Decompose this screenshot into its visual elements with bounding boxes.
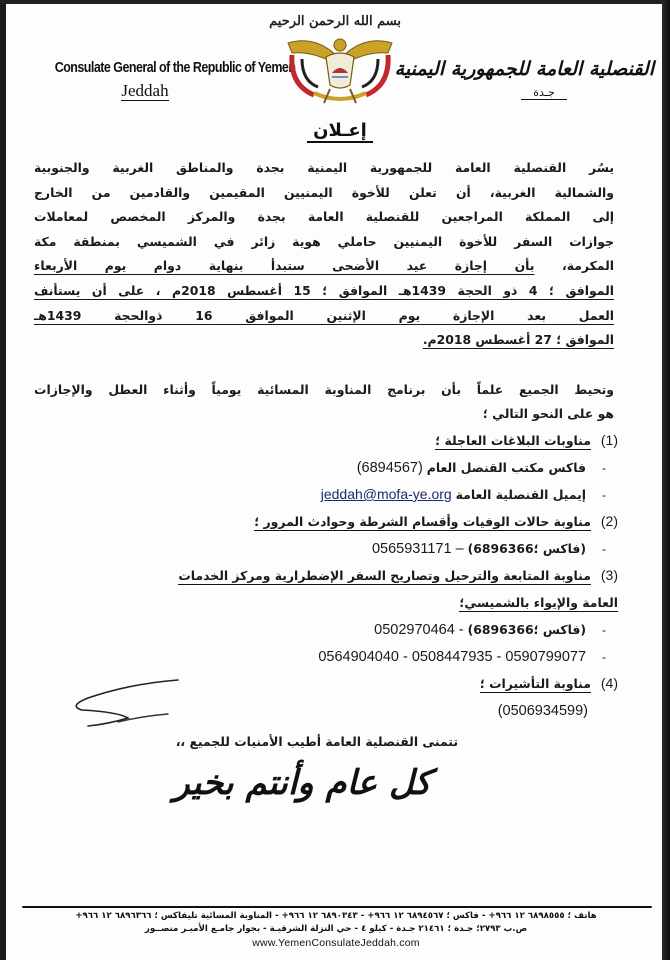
paragraph-line-prefix: المكرمة،: [534, 258, 615, 274]
bullet: -: [601, 488, 607, 502]
item-label: (فاكس ؛6896366): [467, 541, 587, 556]
english-title: Consulate General of the Republic of Yemen: [54, 60, 296, 76]
item-label: فاكس مكتب القنصل العام: [426, 460, 587, 475]
section-number: (4): [600, 675, 618, 691]
phone-numbers: 0564904040 - 0508447935 - 0590799077: [318, 649, 587, 665]
holiday-return-date: الموافق ؛ 27 أغسطس 2018م.: [422, 332, 614, 348]
bullet: -: [601, 650, 607, 664]
closing-wishes: تتمنى القنصلية العامة أطيب الأمنيات للجميع ،،: [175, 734, 458, 749]
footer-divider: [22, 906, 652, 908]
paragraph-line: وتحيط الجميع علماً بأن برنامج المناوبة المسائية يومياً وأثناء العطل والإجازات: [34, 382, 614, 397]
duty-schedule-intro: [34, 378, 614, 426]
yemen-eagle-emblem-icon: [284, 29, 396, 105]
holiday-return-line: العمل بعد الإجازة يوم الإثنين الموافق 16 ذوالحجة 1439هـ: [34, 307, 614, 323]
item-label: (فاكس ؛6896366): [467, 622, 587, 637]
footer-contact: [16, 910, 656, 950]
section-heading-1: [58, 427, 618, 454]
list-item: [58, 535, 618, 562]
fax-number: (6894567): [356, 460, 423, 476]
section-title: مناوبة حالات الوفيات وأقسام الشرطة وحوادث المرور ؛: [254, 514, 591, 529]
bullet: -: [601, 623, 607, 637]
eid-greeting-calligraphy: [173, 749, 431, 829]
item-label: إيميل القنصلية العامة: [455, 487, 587, 502]
list-item: [58, 643, 618, 670]
footer-phones: هاتف ؛ ٦٨٩٨٥٥٥ ١٢ ٩٦٦+ - فاكس ؛ ٦٨٩٤٥٦٧ ١٢ ٩٦٦+ - ٦٨٩٠٣٤٣ ١٢ ٩٦٦+ - المناوبة المسائية تليفاكس ؛ ٦٨٩٦٣٦٦ ١٢ ٩٦٦+: [75, 911, 597, 921]
phone-number: 0565931171 –: [371, 541, 464, 557]
section-number: (2): [600, 513, 618, 529]
holiday-start-text: بأن إجازة عيد الأضحى ستبدأ بنهاية دوام يوم الأربعاء: [34, 258, 535, 274]
footer-website-link[interactable]: www.YemenConsulateJeddah.com: [252, 937, 420, 949]
eid-greeting-text: كل عام وأنتم بخير: [173, 763, 431, 803]
section-heading-3: [58, 562, 618, 589]
paragraph-line: جوازات السفر للأخوة اليمنيين حاملي هوية زائر في الشميسي بمنطقة مكة: [34, 233, 614, 249]
section-number: (3): [600, 567, 618, 583]
paragraph-line: والشمالية الغربية، أن تعلن للأخوة اليمنيين المقيمين والقادمين من الخارج: [34, 184, 614, 200]
holiday-dates-line: الموافق ؛ 4 ذو الحجة 1439هـ الموافق ؛ 15 أغسطس 2018م ، على أن يستأنف: [34, 282, 614, 298]
notice-title: [276, 120, 404, 141]
phone-number: 0502970464 -: [374, 622, 464, 638]
english-city: Jeddah: [121, 81, 169, 100]
paragraph-line: [34, 254, 614, 279]
list-item: [58, 481, 618, 508]
scan-frame-right: [662, 0, 670, 960]
section-title-continued: العامة والإيواء بالشميسي؛: [459, 595, 618, 610]
email-link[interactable]: jeddah@mofa-ye.org: [320, 486, 452, 502]
announcement-paragraph: [34, 156, 614, 353]
paragraph-line: إلى المملكة المراجعين للقنصلية العامة بجدة والمركز المخصص لمعاملات: [34, 209, 614, 225]
list-item: [58, 616, 618, 643]
arabic-letterhead: [394, 58, 654, 100]
basmala: بسم الله الرحمن الرحيم: [269, 14, 401, 29]
english-letterhead: [40, 60, 296, 101]
section-title: مناوبات البلاغات العاجلة ؛: [435, 433, 591, 448]
footer-address: ص.ب ٢٧٩٣؛ جـدة ؛ ٢١٤٦١ جـدة - كيلو ٤ - حي النزلة الشرقيـة - بجوار جامـع الأميـر منصــور: [144, 924, 528, 934]
holiday-return-date-line: [34, 328, 614, 353]
paragraph-line: هو على النحو التالي ؛: [482, 406, 614, 421]
arabic-city: جـدة: [521, 86, 567, 100]
document-page: [6, 4, 662, 960]
arabic-title: القنصلية العامة للجمهورية اليمنية: [394, 58, 654, 80]
bullet: -: [601, 461, 607, 475]
handwritten-signature-icon: [48, 676, 188, 732]
bullet: -: [601, 542, 607, 556]
section-title: مناوبة المتابعة والترحيل وتصاريح السفر الإضطرارية ومركز الخدمات: [178, 568, 591, 583]
section-heading-2: [58, 508, 618, 535]
notice-title-text: إعـلان: [307, 120, 373, 143]
phone-number: (0506934599): [497, 703, 588, 719]
section-heading-3-continued: [58, 589, 618, 616]
list-item: [58, 454, 618, 481]
paragraph-line: يسُر القنصلية العامة للجمهورية اليمنية بجدة والمناطق الغربية والجنوبية: [34, 160, 614, 175]
section-title: مناوبة التأشيرات ؛: [479, 676, 591, 691]
section-number: (1): [600, 432, 618, 448]
